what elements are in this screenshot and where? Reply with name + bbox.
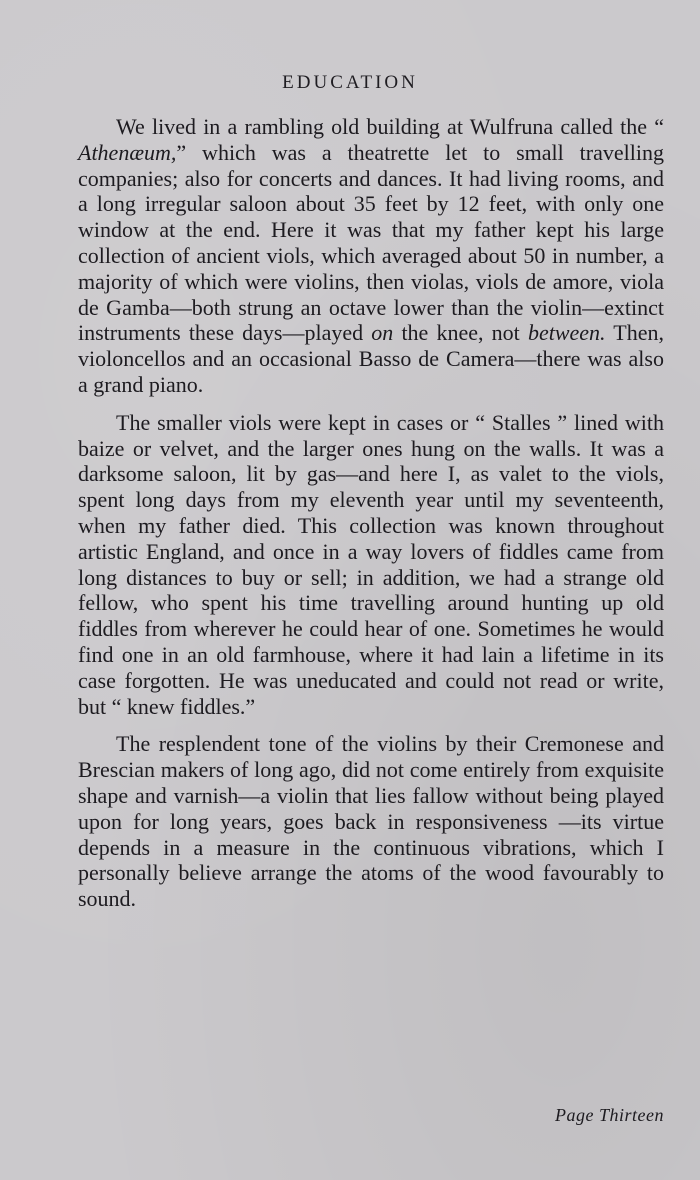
page-number: Page Thirteen — [555, 1105, 664, 1125]
paragraph-1-italic-on: on — [371, 320, 394, 346]
paragraph-2: The smaller viols were kept in cases or “ Stalles ” lined with baize or velvet, and the larger ones hung on the walls. It was a darksome saloon, lit by gas—and here I, as valet to the viols, spent long days from my eleventh year until my seventeenth, when my father died. This collection was known throughout artistic England, and once in a way lovers of fiddles came from long distances to buy or sell; in addition, we had a strange old fellow, who spent his time travelling around hunting up old fiddles from wherever he could hear of one. Sometimes he would find one in an old farmhouse, where it had lain a lifetime in its case forgotten. He was uneducated and could not read or write, but “ knew fiddles.” — [78, 409, 664, 719]
paragraph-1-italic-between: between. — [527, 320, 606, 346]
body-text — [78, 114, 664, 924]
paragraph-1-text-c: the knee, not — [393, 320, 528, 346]
running-head: EDUCATION — [282, 72, 418, 93]
paragraph-1-text-a: We lived in a rambling old building at Wulfruna called the “ — [116, 114, 664, 139]
paragraph-1-text-b: ” which was a theatrette let to small travelling companies; also for concerts and dances. It had living rooms, and a long irregular saloon about 35 feet by 12 feet, with only one window at the end. Here it was that my father kept his large collection of ancient viols, which averaged about 50 in number, a majority of which were violins, then violas, viols de amore, viola de Gamba—both strung an octave lower than the violin—extinct instruments these days—played — [78, 139, 664, 346]
paragraph-1-italic-athenaeum: Athenæum, — [78, 139, 177, 165]
paragraph-3: The resplendent tone of the violins by their Cremonese and Brescian makers of long ago, did not come entirely from exquisite shape and varnish—a violin that lies fallow without being played upon for long years, goes back in responsiveness —its virtue depends in a measure in the continuous vibrations, which I personally believe arrange the atoms of the wood favourably to sound. — [78, 731, 664, 912]
paragraph-1-text-d: Then, violoncellos and an occasional Basso de Camera—there was also a grand piano. — [78, 320, 664, 397]
paragraph-1 — [78, 114, 664, 398]
